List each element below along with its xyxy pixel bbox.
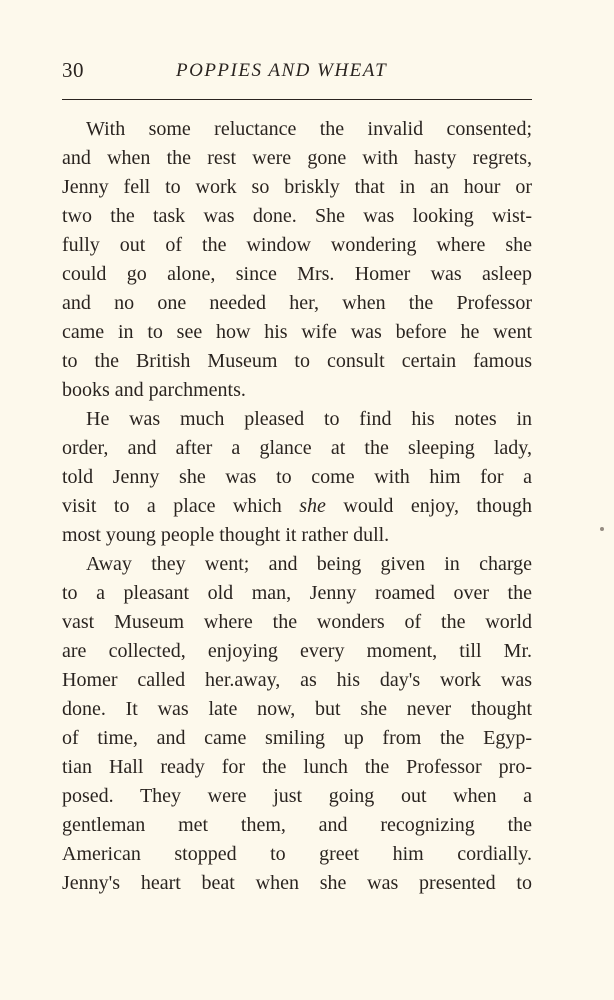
text-line-emphasis — [62, 494, 532, 518]
text-line: are collected, enjoying every moment, till Mr. — [62, 640, 532, 662]
text-line: could go alone, since Mrs. Homer was asleep — [62, 263, 532, 285]
text-line: most young people thought it rather dull. — [62, 524, 390, 546]
text-line: Away they went; and being given in charge — [86, 553, 532, 575]
header-rule — [62, 99, 532, 100]
text-line: vast Museum where the wonders of the world — [62, 611, 532, 633]
text-line: to a pleasant old man, Jenny roamed over the — [62, 582, 532, 604]
text-line: came in to see how his wife was before he went — [62, 321, 532, 343]
text-line: done. It was late now, but she never thought — [62, 698, 532, 720]
text-line: American stopped to greet him cordially. — [62, 843, 532, 865]
text-line: and no one needed her, when the Professor — [62, 292, 532, 314]
text-line: told Jenny she was to come with him for a — [62, 466, 532, 488]
line-part: visit to a place which — [62, 495, 300, 517]
text-line: order, and after a glance at the sleeping lady, — [62, 437, 532, 459]
running-title: POPPIES AND WHEAT — [176, 60, 388, 81]
text-line: Homer called her.away, as his day's work was — [62, 669, 532, 691]
paper-speck — [600, 527, 604, 531]
text-line: two the task was done. She was looking wist- — [62, 205, 532, 227]
text-line: and when the rest were gone with hasty regrets, — [62, 147, 532, 169]
text-line: He was much pleased to find his notes in — [86, 408, 532, 430]
emphasized-word: she — [299, 495, 326, 517]
text-line: Jenny fell to work so briskly that in an hour or — [62, 176, 532, 198]
text-line: gentleman met them, and recognizing the — [62, 814, 532, 836]
text-line: tian Hall ready for the lunch the Professor pro- — [62, 756, 532, 778]
text-line: Jenny's heart beat when she was presented to — [62, 872, 532, 894]
text-line: of time, and came smiling up from the Egyp- — [62, 727, 532, 749]
text-line: With some reluctance the invalid consented; — [86, 118, 532, 140]
text-line: fully out of the window wondering where she — [62, 234, 532, 256]
text-line: to the British Museum to consult certain famous — [62, 350, 532, 372]
line-part: would enjoy, though — [325, 495, 532, 517]
text-line: posed. They were just going out when a — [62, 785, 532, 807]
page-number: 30 — [62, 58, 84, 82]
text-line: books and parchments. — [62, 379, 246, 401]
